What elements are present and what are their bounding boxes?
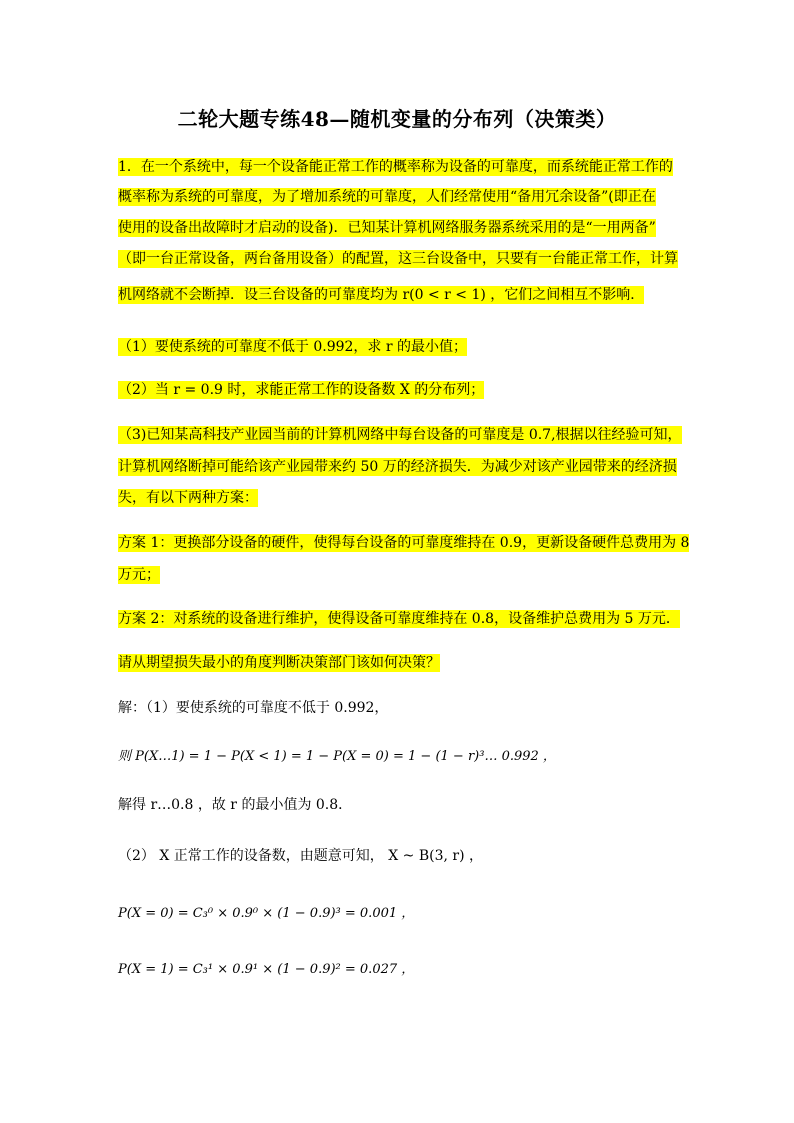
solution-equation-p0: P(X = 0) = C₃⁰ × 0.9⁰ × (1 − 0.9)³ = 0.001 ， <box>118 906 415 921</box>
plan-2: 方案 2：对系统的设备进行维护，使得设备可靠度维持在 0.8，设备维护总费用为 5 万元． <box>118 611 680 627</box>
question-3-line-3: 失，有以下两种方案： <box>118 490 258 506</box>
decision-question: 请从期望损失最小的角度判断决策部门该如何决策？ <box>118 655 440 671</box>
plan-1-line-1: 方案 1：更换部分设备的硬件，使得每台设备的可靠度维持在 0.9，更新设备硬件总费用为 8 <box>118 535 690 551</box>
page-title: 二轮大题专练48—随机变量的分布列（决策类） <box>177 107 617 131</box>
solution-line-3: 解得 r…0.8 ，故 r 的最小值为 0.8． <box>118 797 353 813</box>
solution-equation-p1: P(X = 1) = C₃¹ × 0.9¹ × (1 − 0.9)² = 0.027 ， <box>118 962 415 977</box>
question-3-line-2: 计算机网络断掉可能给该产业园带来约 50 万的经济损失．为减少对该产业园带来的经济损 <box>118 459 677 475</box>
problem-line-3: 使用的设备出故障时才启动的设备)．已知某计算机网络服务器系统采用的是“一用两备” <box>118 220 656 236</box>
problem-line-1: 1．在一个系统中，每一个设备能正常工作的概率称为设备的可靠度，而系统能正常工作的 <box>118 159 673 175</box>
problem-line-2: 概率称为系统的可靠度，为了增加系统的可靠度，人们经常使用“备用冗余设备”(即正在 <box>118 189 656 205</box>
plan-1-line-2: 万元； <box>118 567 160 583</box>
solution-line-1: 解：（1）要使系统的可靠度不低于 0.992， <box>118 700 389 716</box>
problem-line-4: （即一台正常设备，两台备用设备）的配置，这三台设备中，只要有一台能正常工作，计算 <box>118 251 678 267</box>
solution-line-4: （2） X 正常工作的设备数，由题意可知， X ~ B(3, r) ， <box>118 848 483 864</box>
solution-equation-reliability: 则 P(X…1) = 1 − P(X < 1) = 1 − P(X = 0) = 1 − (1 − r)³… 0.992 ， <box>118 749 556 764</box>
question-3-line-1: （3)已知某高科技产业园当前的计算机网络中每台设备的可靠度是 0.7,根据以往经验可知， <box>118 427 682 443</box>
question-1: （1）要使系统的可靠度不低于 0.992，求 r 的最小值； <box>118 339 468 355</box>
problem-line-5: 机网络就不会断掉．设三台设备的可靠度均为 r(0 < r < 1) ，它们之间相互不影响． <box>118 287 645 303</box>
question-2: （2）当 r = 0.9 时，求能正常工作的设备数 X 的分布列； <box>118 382 485 398</box>
